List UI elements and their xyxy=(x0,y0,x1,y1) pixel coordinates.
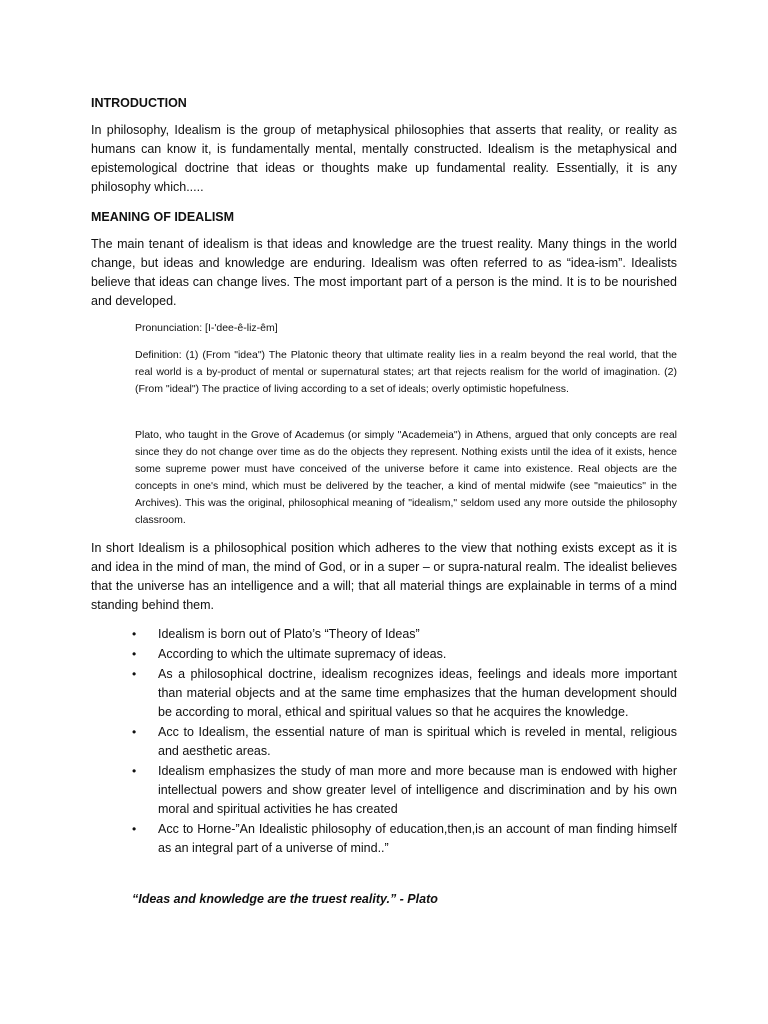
list-item-text: Acc to Horne-”An Idealistic philosophy of education,then,is an account of man finding himself as an integral part of a universe of mind..” xyxy=(158,822,677,855)
list-item xyxy=(130,665,677,722)
list-item-text: Acc to Idealism, the essential nature of man is spiritual which is reveled in mental, religious and aesthetic areas. xyxy=(158,725,677,758)
list-item xyxy=(130,645,677,664)
list-item xyxy=(130,625,677,644)
list-item-text: Idealism emphasizes the study of man more and more because man is endowed with higher intellectual powers and show greater level of intelligence and discrimination and by his own moral and spiritual activities he has created xyxy=(158,764,677,816)
bullet-icon: • xyxy=(132,667,137,681)
bullet-icon: • xyxy=(132,647,137,661)
definition-text: Definition: (1) (From "idea") The Platonic theory that ultimate reality lies in a realm beyond the real world, that the real world is a by-product of mental or supernatural states; art that rejects realism for the world of imagination. (2) (From "ideal") The practice of living according to a set of ideals; overly optimistic hopefulness. xyxy=(135,349,677,395)
meaning-paragraph: The main tenant of idealism is that ideas and knowledge are the truest reality. Many things in the world change, but ideas and knowledge are enduring. Idealism was often referred to as “idea-ism”. Idealists believe that ideas can change lives. The most important part of a person is the mind. It is to be nourished and developed. xyxy=(91,237,677,308)
list-item-text: As a philosophical doctrine, idealism recognizes ideas, feelings and ideals more important than material objects and at the same time emphasizes that the human development should be according to moral, ethical and spiritual values so that he acquires the knowledge. xyxy=(158,667,677,719)
meaning-heading: MEANING OF IDEALISM xyxy=(91,210,235,224)
plato-paragraph: Plato, who taught in the Grove of Academus (or simply "Academeia") in Athens, argued that only concepts are real since they do not change over time as do the objects they represent. Nothing exists until the idea of it exists, hence some supreme power must have conceived of the universe before it came into existence. Real objects are the concepts in one's mind, which must be delivered by the teacher, a kind of mental midwife (see "maieutics" in the Archives). This was the original, philosophical meaning of "idealism," seldom used any more outside the philosophy classroom. xyxy=(135,429,677,526)
list-item xyxy=(130,762,677,819)
pronunciation-text: Pronunciation: [I-'dee-ê-liz-êm] xyxy=(135,322,278,334)
introduction-heading: INTRODUCTION xyxy=(91,96,187,110)
introduction-paragraph: In philosophy, Idealism is the group of metaphysical philosophies that asserts that reality, or reality as humans can know it, is fundamentally mental, mentally constructed. Idealism is the metaphysical and epistemological doctrine that ideas or thoughts make up fundamental reality. Essentially, it is any philosophy which..... xyxy=(91,123,677,194)
list-item xyxy=(130,723,677,761)
bullet-list xyxy=(130,625,677,859)
bullet-icon: • xyxy=(132,725,137,739)
plato-quote: “Ideas and knowledge are the truest reality.” - Plato xyxy=(132,892,438,906)
bullet-icon: • xyxy=(132,822,137,836)
short-summary-paragraph: In short Idealism is a philosophical position which adheres to the view that nothing exists except as it is and idea in the mind of man, the mind of God, or in a super – or supra-natural realm. The idealist believes that the universe has an intelligence and a will; that all material things are explainable in terms of a mind standing behind them. xyxy=(91,541,677,612)
bullet-icon: • xyxy=(132,764,137,778)
list-item-text: Idealism is born out of Plato’s “Theory of Ideas” xyxy=(158,627,420,641)
list-item xyxy=(130,820,677,858)
bullet-icon: • xyxy=(132,627,137,641)
list-item-text: According to which the ultimate supremacy of ideas. xyxy=(158,647,447,661)
